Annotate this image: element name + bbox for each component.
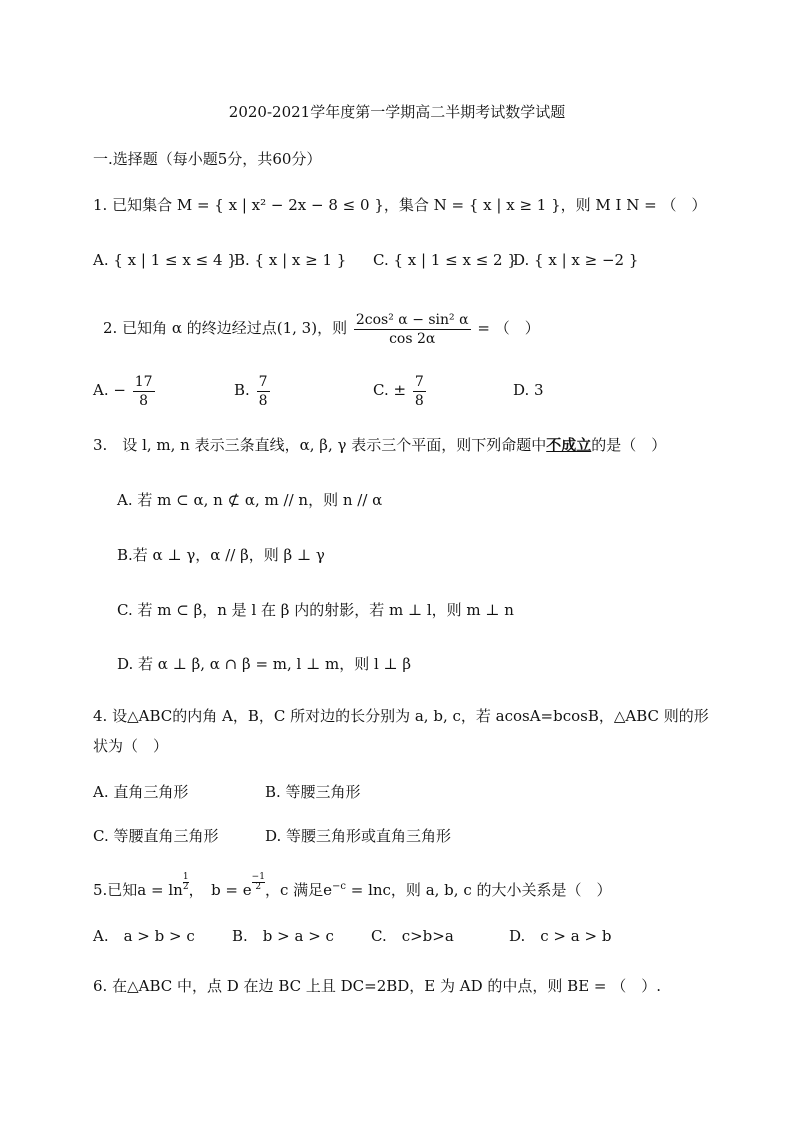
exam-title: 2020-2021学年度第一学期高二半期考试数学试题 xyxy=(228,103,566,121)
q2-option-b-label: B. xyxy=(234,381,250,399)
q1-stem: 1. 已知集合 M = { x | x² − 2x − 8 ≤ 0 }，集合 N = { x | x ≥ 1 }，则 M I N = （ ） xyxy=(93,196,707,214)
q5-ln-num: 1 xyxy=(182,872,189,882)
q5-option-a: A. a > b > c xyxy=(93,927,195,945)
q3-stem-text: 3. 设 l, m, n 表示三条直线，α, β, γ 表示三个平面，则下列命题中 xyxy=(93,436,547,454)
q2-option-c-num: 7 xyxy=(414,373,424,390)
q2-stem-text: 2. 已知角 α 的终边经过点(1, 3)，则 xyxy=(103,319,348,337)
q5-text-c: ，c 满足e xyxy=(264,881,332,899)
q5-text-b: ， b = e xyxy=(188,881,252,899)
q2-option-b xyxy=(234,372,272,410)
q2-option-a xyxy=(93,372,157,410)
q2-option-c-label: C. ± xyxy=(373,381,407,399)
q5-exp-num-value: 1 xyxy=(259,872,265,882)
q5-exp-c: −c xyxy=(331,881,346,892)
q2-stem xyxy=(103,310,540,348)
q3-option-d: D. 若 α ⊥ β, α ∩ β = m, l ⊥ m，则 l ⊥ β xyxy=(117,655,412,673)
q3-option-b: B.若 α ⊥ γ，α // β，则 β ⊥ γ xyxy=(117,546,325,564)
q2-option-c-den: 8 xyxy=(414,392,424,409)
q2-option-d: D. 3 xyxy=(513,381,544,399)
q3-stem-tail: 的是（ ） xyxy=(591,436,667,454)
q6-stem: 6. 在△ABC 中，点 D 在边 BC 上且 DC=2BD，E 为 AD 的中点，则 BE = （ ）. xyxy=(93,977,662,995)
q5-stem xyxy=(93,873,612,902)
q2-fraction-numerator: 2cos² α − sin² α xyxy=(355,311,469,328)
q1-option-a: A. { x | 1 ≤ x ≤ 4 } xyxy=(93,251,237,269)
section-heading: 一.选择题（每小题5分，共60分） xyxy=(93,150,322,168)
q2-stem-tail: = （ ） xyxy=(477,319,540,337)
q5-option-b: B. b > a > c xyxy=(232,927,334,945)
q3-stem xyxy=(93,435,666,455)
q5-exp-den: 2 xyxy=(255,882,262,892)
q5-exp-fraction xyxy=(252,873,265,892)
q5-text-d: = lnc，则 a, b, c 的大小关系是（ ） xyxy=(345,881,612,899)
q3-option-a: A. 若 m ⊂ α, n ⊄ α, m // n，则 n // α xyxy=(117,491,383,509)
q5-option-d: D. c > a > b xyxy=(509,927,612,945)
q5-option-c: C. c>b>a xyxy=(371,927,454,945)
q4-option-b: B. 等腰三角形 xyxy=(265,783,361,801)
q2-fraction-denominator: cos 2α xyxy=(389,330,436,347)
q1-option-b: B. { x | x ≥ 1 } xyxy=(234,251,347,269)
q3-emphasis: 不成立 xyxy=(546,436,592,454)
q2-option-c xyxy=(373,372,428,410)
q1-option-d: D. { x | x ≥ −2 } xyxy=(513,251,639,269)
q2-option-b-num: 7 xyxy=(258,373,268,390)
q2-option-c-fraction xyxy=(413,373,426,410)
q2-option-a-fraction xyxy=(133,373,155,410)
q3-option-c: C. 若 m ⊂ β，n 是 l 在 β 内的射影，若 m ⊥ l，则 m ⊥ n xyxy=(117,601,514,619)
q4-option-d: D. 等腰三角形或直角三角形 xyxy=(265,827,452,845)
q4-option-a: A. 直角三角形 xyxy=(93,783,189,801)
q2-fraction xyxy=(354,311,471,348)
q5-text-a: 5.已知a = ln xyxy=(93,881,183,899)
q5-exp-num: −1 xyxy=(251,872,265,882)
q5-ln-den: 2 xyxy=(182,882,189,892)
q1-option-c: C. { x | 1 ≤ x ≤ 2 } xyxy=(373,251,517,269)
q2-option-b-fraction xyxy=(257,373,270,410)
q4-option-c: C. 等腰直角三角形 xyxy=(93,827,219,845)
q2-option-a-den: 8 xyxy=(139,392,149,409)
q4-stem-line1: 4. 设△ABC的内角 A，B，C 所对边的长分别为 a, b, c，若 acosA=bcosB，△ABC 则的形 xyxy=(93,707,709,725)
q2-option-a-label: A. − xyxy=(93,381,126,399)
q2-option-a-num: 17 xyxy=(134,373,153,390)
q4-stem-line2: 状为（ ） xyxy=(93,737,169,755)
q2-option-b-den: 8 xyxy=(258,392,268,409)
